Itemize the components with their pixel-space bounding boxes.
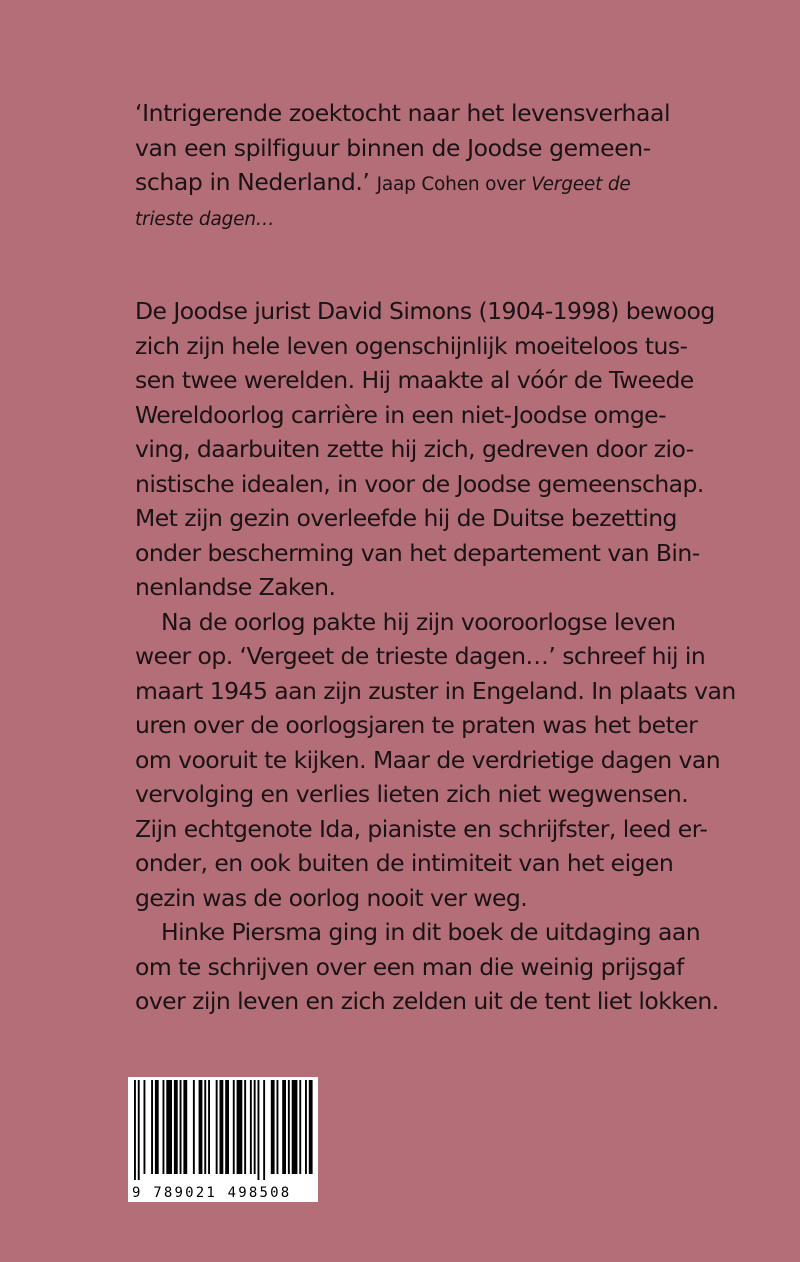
- barcode-bar: [305, 1080, 307, 1174]
- barcode-bar: [254, 1080, 256, 1174]
- quote-line: van een spilfiguur binnen de Joodse gemeen-: [135, 133, 651, 162]
- blurb-line: ving, daarbuiten zette hij zich, gedreven door zio-: [135, 435, 694, 463]
- barcode-bar: [237, 1080, 243, 1174]
- quote-line-with-attribution: [135, 165, 675, 203]
- barcode-bar: [309, 1080, 313, 1174]
- barcode-bar: [134, 1080, 136, 1180]
- barcode-bar: [282, 1080, 286, 1174]
- barcode-bar: [277, 1080, 279, 1174]
- barcode-bar: [216, 1080, 218, 1174]
- blurb-line: Zijn echtgenote Ida, pianiste en schrijfster, leed er-: [135, 814, 708, 843]
- blurb-line: uren over de oorlogsjaren te praten was het beter: [135, 711, 698, 739]
- blurb-line: De Joodse jurist David Simons (1904-1998) bewoog: [135, 297, 715, 325]
- blurb-line: onder, en ook buiten de intimiteit van het eigen: [135, 849, 674, 877]
- attribution-author: Jaap Cohen over: [376, 174, 526, 195]
- blurb-line: weer op. ‘Vergeet de trieste dagen…’ schreef hij in: [135, 642, 706, 670]
- blurb-paragraph-2: [135, 605, 736, 916]
- barcode-bar: [193, 1080, 195, 1174]
- barcode-bar: [288, 1080, 290, 1174]
- blurb-line: om te schrijven over een man die weinig prijsgaf: [135, 952, 684, 981]
- blurb-text: [135, 294, 736, 1019]
- barcode-bar: [174, 1080, 178, 1174]
- barcode-bar: [144, 1080, 146, 1174]
- blurb-line: zich zijn hele leven ogenschijnlijk moeiteloos tus-: [135, 331, 688, 360]
- barcode-bar: [151, 1080, 153, 1174]
- blurb-line: Wereldoorlog carrière in een niet-Joodse omge-: [135, 400, 667, 429]
- blurb-line: om vooruit te kijken. Maar de verdrietige dagen van: [135, 745, 721, 774]
- barcode-bar: [258, 1080, 260, 1180]
- blurb-line: nenlandse Zaken.: [135, 573, 336, 601]
- blurb-line: Hinke Piersma ging in dit boek de uitdaging aan: [161, 918, 701, 946]
- barcode-bar: [271, 1080, 275, 1174]
- blurb-line: nistische idealen, in voor de Joodse gemeenschap.: [135, 469, 704, 498]
- barcode-bar: [166, 1080, 172, 1174]
- blurb-line: sen twee werelden. Hij maakte al vóór de Tweede: [135, 366, 694, 394]
- barcode-bar: [183, 1080, 187, 1174]
- blurb-line: gezin was de oorlog nooit ver weg.: [135, 883, 528, 912]
- blurb-line: over zijn leven en zich zelden uit de tent liet lokken.: [135, 987, 719, 1015]
- attribution-title-continued: trieste dagen…: [135, 208, 275, 230]
- barcode-bar: [299, 1080, 301, 1174]
- quote-attribution-continued: [135, 203, 675, 238]
- isbn-digits: 9 789021 498508: [132, 1185, 292, 1201]
- quote-line: ‘Intrigerende zoektocht naar het levensverhaal: [135, 99, 671, 127]
- quote-attribution: [377, 174, 631, 195]
- blurb-line: vervolging en verlies lieten zich niet wegwensen.: [135, 780, 689, 808]
- barcode-bar: [163, 1080, 165, 1174]
- blurb-paragraph-1: [135, 294, 715, 605]
- barcode-bar: [208, 1080, 210, 1174]
- barcode-bar: [204, 1080, 206, 1174]
- barcode-bar: [220, 1080, 224, 1174]
- barcode-bars: [128, 1077, 318, 1182]
- blurb-line: Na de oorlog pakte hij zijn vooroorlogse leven: [161, 607, 676, 636]
- back-cover-quote: [135, 96, 675, 237]
- blurb-line: maart 1945 aan zijn zuster in Engeland. In plaats van: [135, 676, 736, 705]
- attribution-title: Vergeet de: [531, 174, 631, 195]
- blurb-line: Met zijn gezin overleefde hij de Duitse bezetting: [135, 504, 677, 532]
- barcode-bar: [225, 1080, 229, 1174]
- quote-line: schap in Nederland.’: [135, 168, 370, 196]
- barcode-bar: [292, 1080, 298, 1174]
- barcode-bar: [263, 1080, 265, 1180]
- barcode-bar: [233, 1080, 235, 1174]
- barcode-bar: [199, 1080, 203, 1174]
- barcode-bar: [180, 1080, 182, 1174]
- barcode-bar: [250, 1080, 252, 1174]
- isbn-barcode: [128, 1077, 318, 1202]
- barcode-bar: [155, 1080, 159, 1174]
- barcode-bar: [244, 1080, 246, 1174]
- blurb-paragraph-3: [135, 915, 719, 1019]
- blurb-line: onder bescherming van het departement van Bin-: [135, 538, 700, 567]
- barcode-bar: [138, 1080, 140, 1180]
